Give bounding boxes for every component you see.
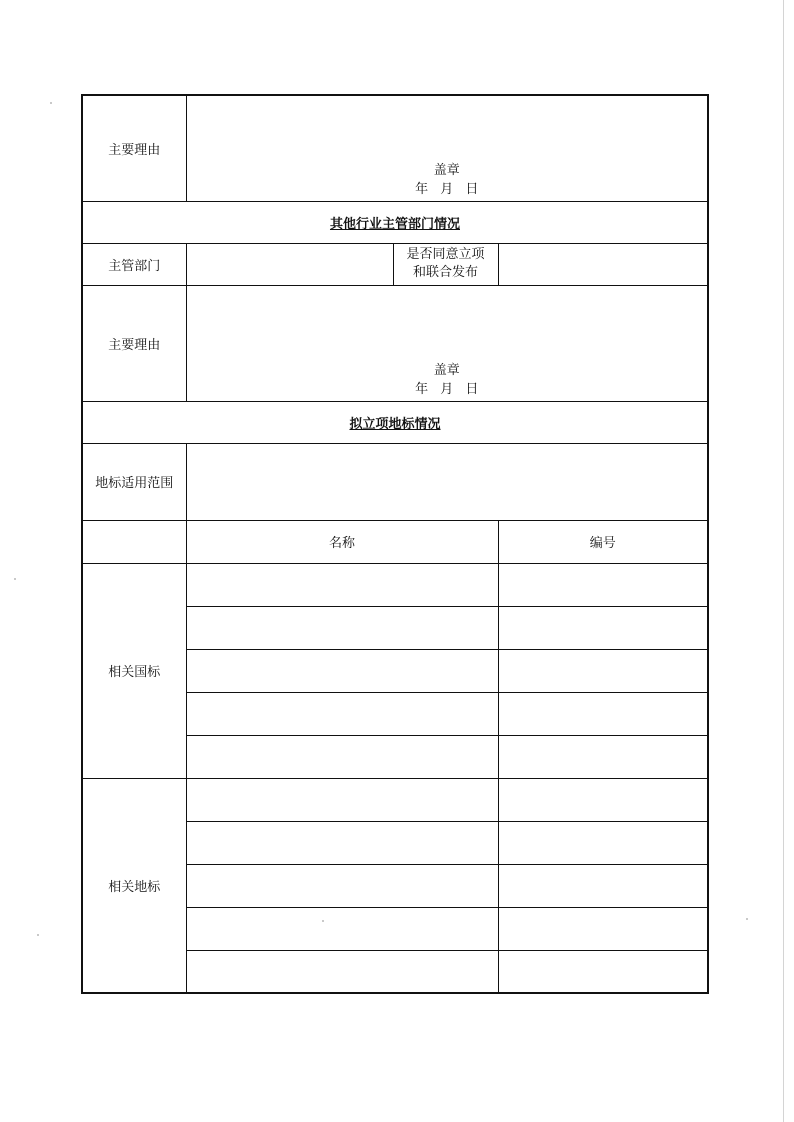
national-name-field[interactable] [186, 735, 498, 778]
scan-speck [50, 102, 52, 104]
local-number-field[interactable] [498, 950, 708, 993]
scan-speck [37, 934, 39, 936]
scan-edge-line [783, 0, 784, 1122]
agree-label-line2: 和联合发布 [412, 265, 478, 280]
other-date-label: 年 月 日 [415, 381, 479, 397]
national-name-field[interactable] [186, 649, 498, 692]
other-dept-label: 主管部门 [82, 243, 186, 285]
national-number-field[interactable] [498, 735, 708, 778]
national-number-field[interactable] [498, 563, 708, 606]
local-name-field[interactable] [186, 821, 498, 864]
local-standards-label: 相关地标 [82, 778, 186, 993]
other-stamp-block [187, 361, 708, 399]
national-name-field[interactable] [186, 692, 498, 735]
local-standard-row [82, 778, 708, 821]
national-name-field[interactable] [186, 606, 498, 649]
scope-field[interactable] [186, 443, 708, 520]
provincial-reason-label: 主要理由 [82, 95, 186, 201]
proposed-section-title: 拟立项地标情况 [82, 401, 708, 443]
other-dept-field[interactable] [186, 243, 393, 285]
national-number-field[interactable] [498, 606, 708, 649]
provincial-reason-field[interactable] [186, 95, 708, 201]
provincial-stamp-block [187, 161, 708, 199]
national-number-field[interactable] [498, 649, 708, 692]
local-number-field[interactable] [498, 821, 708, 864]
local-name-field[interactable] [186, 778, 498, 821]
provincial-stamp-label: 盖章 [433, 162, 460, 178]
standards-header-row [82, 520, 708, 563]
column-header-name: 名称 [186, 520, 498, 563]
other-reason-row [82, 285, 708, 401]
other-reason-label: 主要理由 [82, 285, 186, 401]
national-name-field[interactable] [186, 563, 498, 606]
application-form-table [81, 94, 709, 994]
other-depts-section-title: 其他行业主管部门情况 [82, 201, 708, 243]
local-number-field[interactable] [498, 778, 708, 821]
agree-label-line1: 是否同意立项 [406, 247, 485, 262]
local-number-field[interactable] [498, 864, 708, 907]
national-standards-label: 相关国标 [82, 563, 186, 778]
other-dept-row [82, 243, 708, 285]
header-blank-cell [82, 520, 186, 563]
agree-field[interactable] [498, 243, 708, 285]
provincial-reason-row [82, 95, 708, 201]
provincial-date-label: 年 月 日 [415, 181, 479, 197]
national-number-field[interactable] [498, 692, 708, 735]
scan-speck [14, 578, 16, 580]
local-number-field[interactable] [498, 907, 708, 950]
local-name-field[interactable] [186, 864, 498, 907]
local-name-field[interactable] [186, 907, 498, 950]
column-header-number: 编号 [498, 520, 708, 563]
scan-speck [746, 918, 748, 920]
scope-row [82, 443, 708, 520]
national-standard-row [82, 563, 708, 606]
other-stamp-label: 盖章 [433, 362, 460, 378]
local-name-field[interactable] [186, 950, 498, 993]
agree-label [393, 243, 498, 285]
other-reason-field[interactable] [186, 285, 708, 401]
scope-label: 地标适用范围 [82, 443, 186, 520]
